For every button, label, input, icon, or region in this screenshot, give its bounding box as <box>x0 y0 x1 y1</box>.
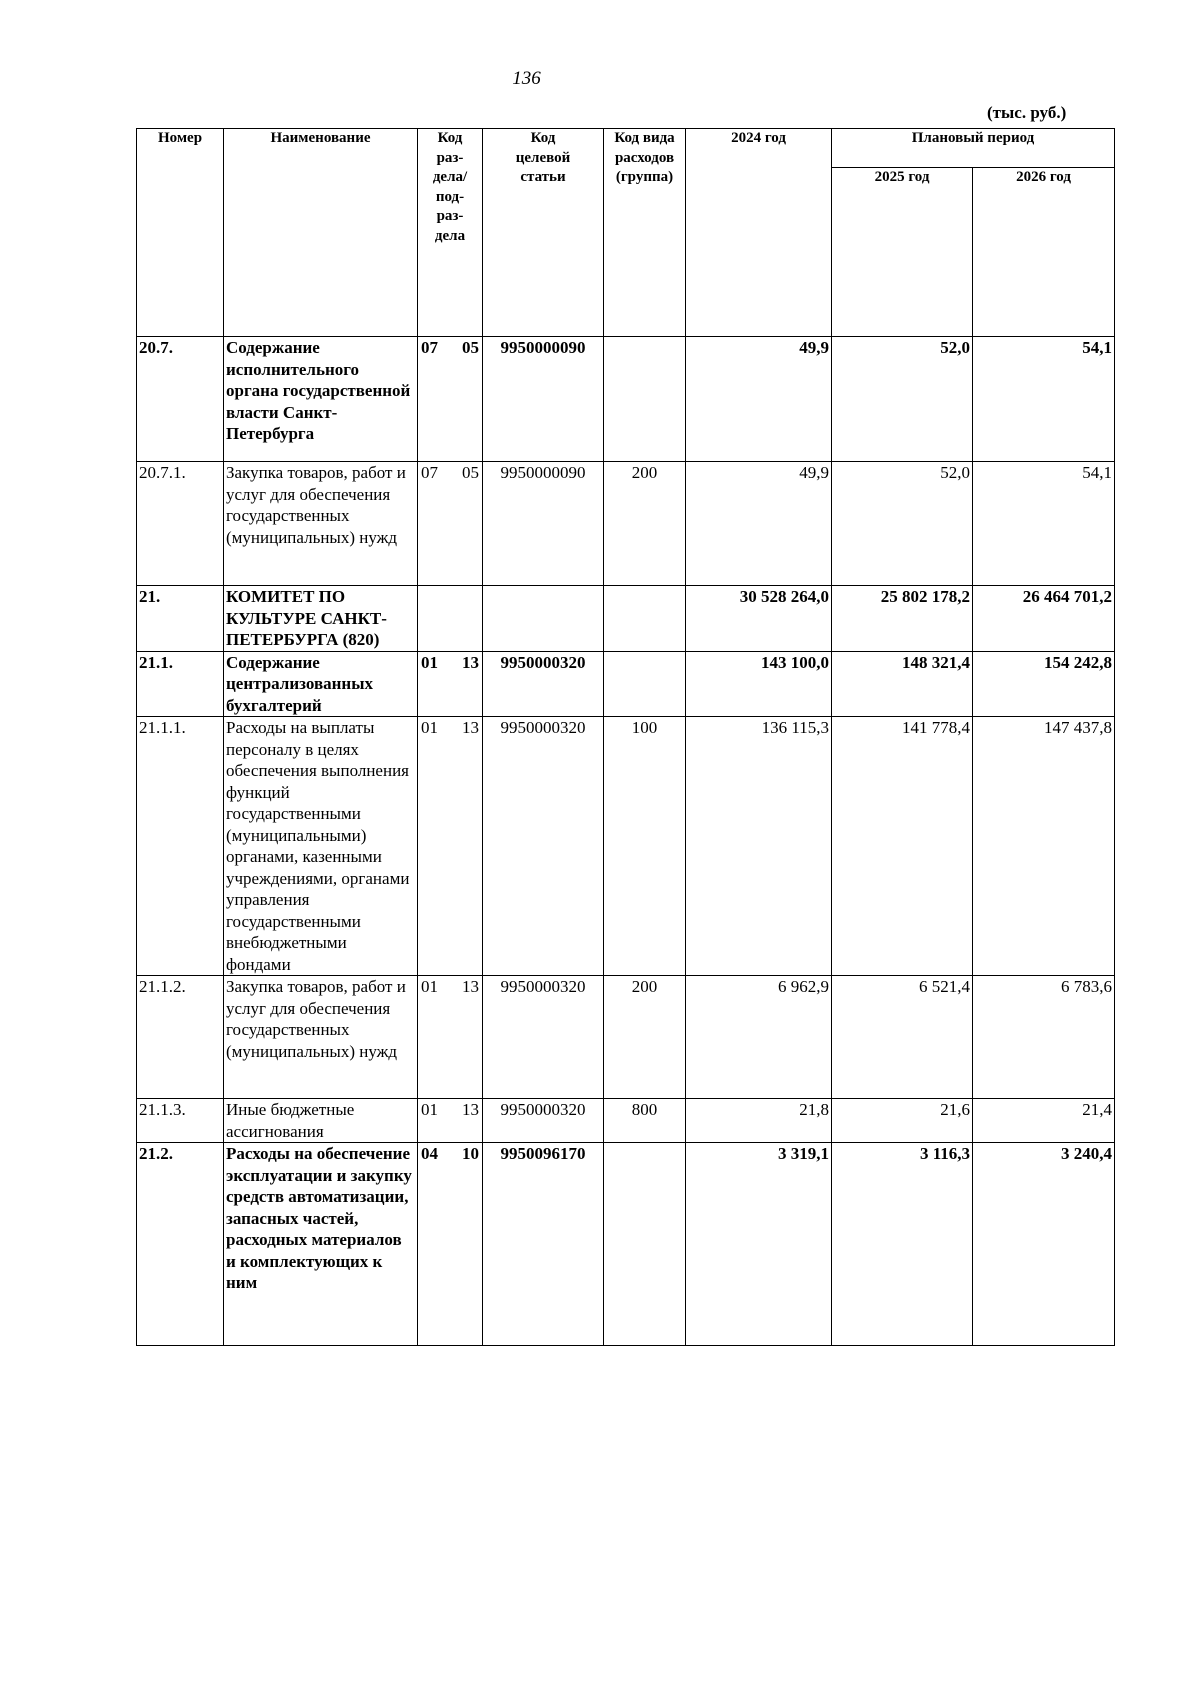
row-expense-group: 100 <box>604 717 686 976</box>
row-subsection: 13 <box>462 652 479 672</box>
table-body <box>137 337 1115 1346</box>
row-number: 20.7. <box>137 337 224 462</box>
row-section-code <box>418 717 483 976</box>
header-year-2025: 2025 год <box>832 168 973 337</box>
header-target-code: Код целевой статьи <box>483 129 604 337</box>
row-value-2026: 54,1 <box>973 337 1115 462</box>
row-expense-group: 800 <box>604 1099 686 1143</box>
row-expense-group <box>604 586 686 652</box>
row-number: 21.1. <box>137 651 224 717</box>
row-value-2025: 52,0 <box>832 337 973 462</box>
header-section-code: Код раз- дела/ под- раз- дела <box>418 129 483 337</box>
row-value-2026: 26 464 701,2 <box>973 586 1115 652</box>
table-row <box>137 1099 1115 1143</box>
row-section: 07 <box>421 463 438 482</box>
page-number: 136 <box>512 68 541 89</box>
row-value-2024: 3 319,1 <box>686 1143 832 1346</box>
row-name: Содержание централизованных бухгалтерий <box>224 651 418 717</box>
row-value-2024: 21,8 <box>686 1099 832 1143</box>
row-value-2025: 25 802 178,2 <box>832 586 973 652</box>
row-number: 21.1.1. <box>137 717 224 976</box>
row-value-2026: 54,1 <box>973 462 1115 586</box>
row-name: Содержание исполнительного органа государственной власти Санкт-Петербурга <box>224 337 418 462</box>
row-section: 01 <box>421 977 438 996</box>
table-row <box>137 976 1115 1099</box>
row-target-code: 9950000320 <box>483 651 604 717</box>
budget-table <box>136 128 1115 1346</box>
table-row <box>137 462 1115 586</box>
row-subsection: 05 <box>462 463 479 482</box>
row-name: Иные бюджетные ассигнования <box>224 1099 418 1143</box>
row-subsection: 13 <box>462 977 479 996</box>
unit-label: (тыс. руб.) <box>987 103 1067 122</box>
row-value-2024: 6 962,9 <box>686 976 832 1099</box>
row-name: Расходы на обеспечение эксплуатации и закупку средств автоматизации, запасных частей, расходных материалов и комплектующих к ним <box>224 1143 418 1346</box>
row-value-2025: 6 521,4 <box>832 976 973 1099</box>
row-target-code <box>483 586 604 652</box>
row-section-code <box>418 651 483 717</box>
row-expense-group: 200 <box>604 976 686 1099</box>
table-header <box>137 129 1115 337</box>
table-row <box>137 337 1115 462</box>
row-value-2025: 21,6 <box>832 1099 973 1143</box>
row-name: Закупка товаров, работ и услуг для обеспечения государственных (муниципальных) нужд <box>224 976 418 1099</box>
row-value-2024: 143 100,0 <box>686 651 832 717</box>
row-section: 01 <box>421 1100 438 1119</box>
row-subsection: 13 <box>462 718 479 737</box>
row-expense-group: 200 <box>604 462 686 586</box>
row-expense-group <box>604 651 686 717</box>
row-target-code: 9950000090 <box>483 337 604 462</box>
row-target-code: 9950000320 <box>483 976 604 1099</box>
row-section: 01 <box>421 718 438 737</box>
row-target-code: 9950000320 <box>483 717 604 976</box>
row-name: Расходы на выплаты персоналу в целях обеспечения выполнения функций государственными (муниципальными) органами, казенными учреждениями, органами управления государственными внебюджетными фондами <box>224 717 418 976</box>
row-number: 21.1.3. <box>137 1099 224 1143</box>
row-value-2026: 154 242,8 <box>973 651 1115 717</box>
row-section: 01 <box>421 652 438 672</box>
row-value-2026: 21,4 <box>973 1099 1115 1143</box>
row-name: Закупка товаров, работ и услуг для обеспечения государственных (муниципальных) нужд <box>224 462 418 586</box>
row-section-code <box>418 462 483 586</box>
row-section-code <box>418 1143 483 1346</box>
row-target-code: 9950096170 <box>483 1143 604 1346</box>
table-row <box>137 586 1115 652</box>
table-row <box>137 651 1115 717</box>
row-value-2025: 141 778,4 <box>832 717 973 976</box>
header-year-2026: 2026 год <box>973 168 1115 337</box>
row-section-code <box>418 337 483 462</box>
row-value-2026: 6 783,6 <box>973 976 1115 1099</box>
row-section: 04 <box>421 1144 438 1163</box>
row-number: 20.7.1. <box>137 462 224 586</box>
row-number: 21.2. <box>137 1143 224 1346</box>
header-planned-period: Плановый период <box>832 129 1115 168</box>
row-value-2025: 148 321,4 <box>832 651 973 717</box>
header-name: Наименование <box>224 129 418 337</box>
table-row <box>137 1143 1115 1346</box>
row-section-code <box>418 1099 483 1143</box>
row-value-2024: 49,9 <box>686 462 832 586</box>
row-value-2024: 136 115,3 <box>686 717 832 976</box>
row-section: 07 <box>421 338 438 357</box>
row-name: КОМИТЕТ ПО КУЛЬТУРЕ САНКТ-ПЕТЕРБУРГА (820) <box>224 586 418 652</box>
row-number: 21. <box>137 586 224 652</box>
row-value-2025: 3 116,3 <box>832 1143 973 1346</box>
row-subsection: 13 <box>462 1100 479 1119</box>
row-value-2026: 147 437,8 <box>973 717 1115 976</box>
row-value-2024: 49,9 <box>686 337 832 462</box>
row-value-2025: 52,0 <box>832 462 973 586</box>
row-target-code: 9950000320 <box>483 1099 604 1143</box>
row-value-2026: 3 240,4 <box>973 1143 1115 1346</box>
row-expense-group <box>604 337 686 462</box>
row-subsection: 10 <box>462 1144 479 1163</box>
row-value-2024: 30 528 264,0 <box>686 586 832 652</box>
row-number: 21.1.2. <box>137 976 224 1099</box>
row-expense-group <box>604 1143 686 1346</box>
header-number: Номер <box>137 129 224 337</box>
header-year-2024: 2024 год <box>686 129 832 337</box>
header-expense-code: Код вида расходов (группа) <box>604 129 686 337</box>
row-target-code: 9950000090 <box>483 462 604 586</box>
row-subsection: 05 <box>462 338 479 357</box>
row-section-code <box>418 586 483 652</box>
table-row <box>137 717 1115 976</box>
row-section-code <box>418 976 483 1099</box>
